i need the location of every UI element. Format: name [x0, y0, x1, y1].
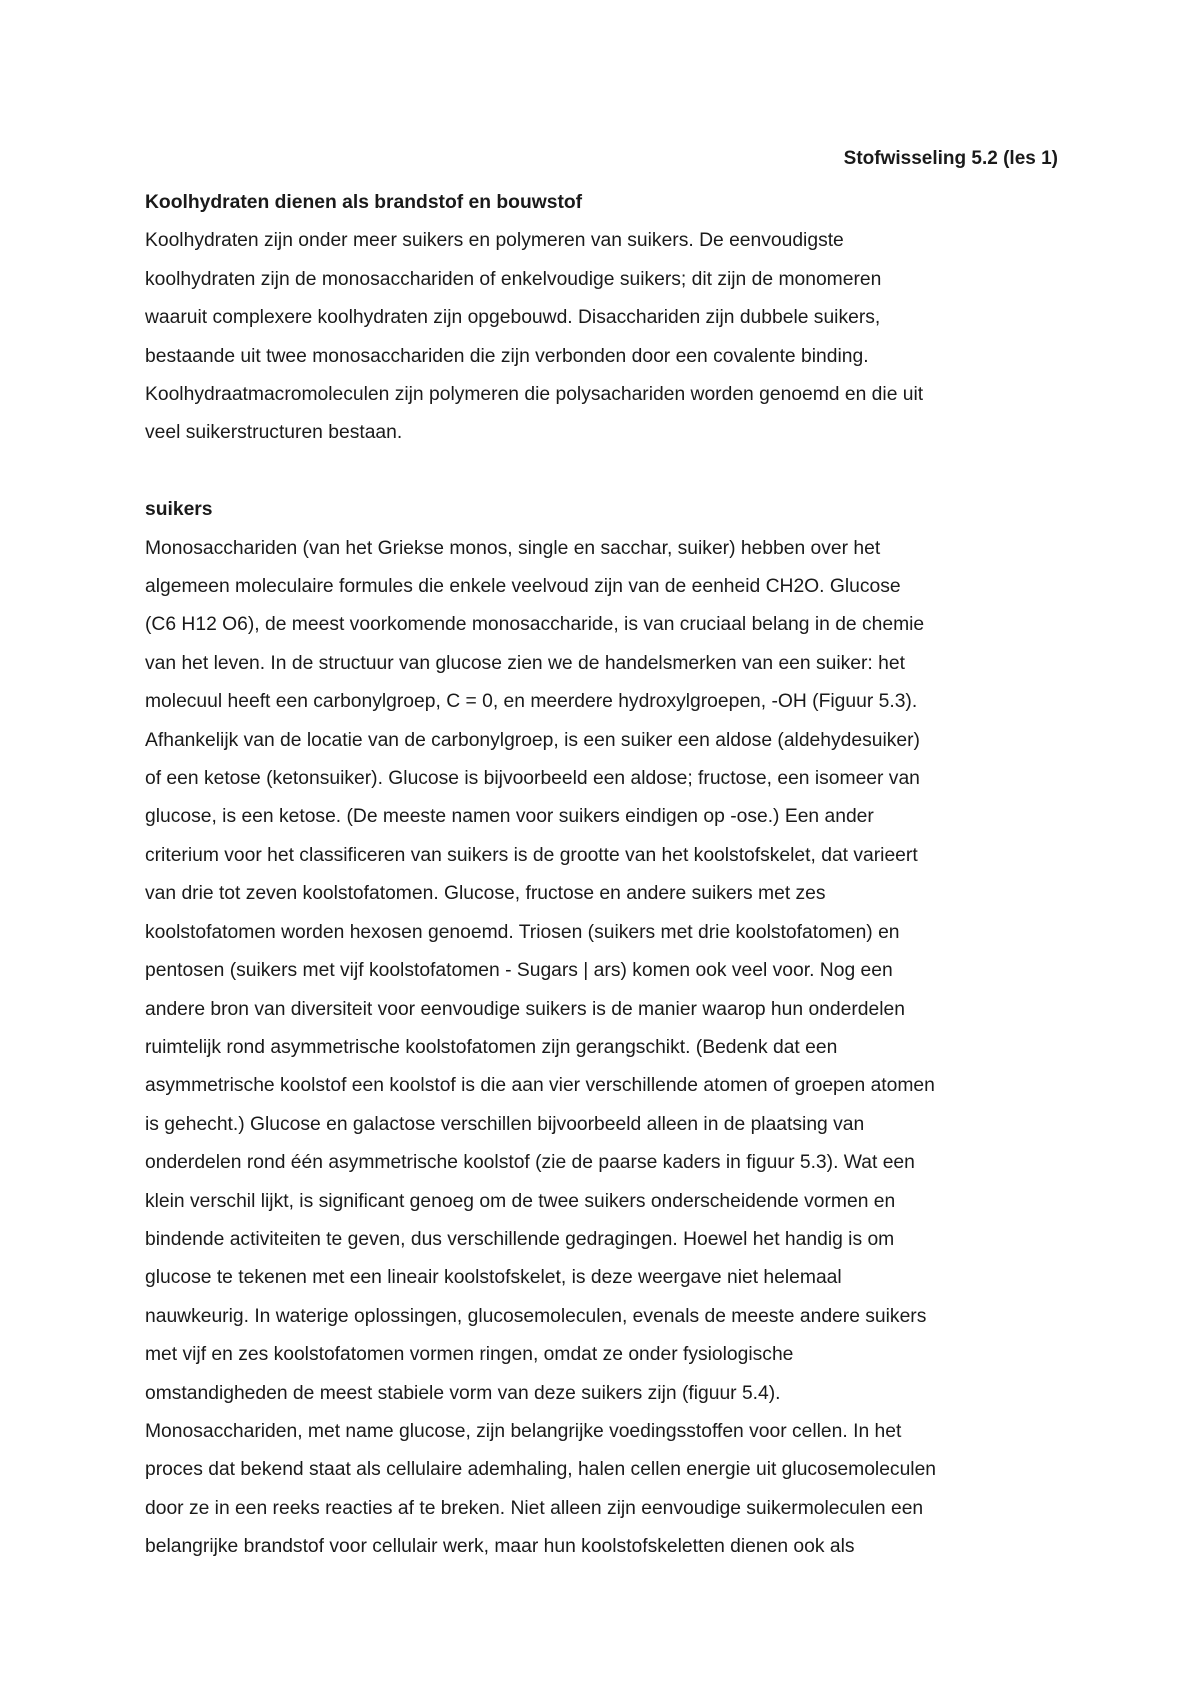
text-line: bindende activiteiten te geven, dus verschillende gedragingen. Hoewel het handig is om — [145, 1228, 895, 1250]
text-line: nauwkeurig. In waterige oplossingen, glucosemoleculen, evenals de meeste andere suikers — [145, 1305, 927, 1327]
text-line: veel suikerstructuren bestaan. — [145, 422, 403, 444]
document-header-title: Stofwisseling 5.2 (les 1) — [843, 148, 1058, 169]
text-line: koolstofatomen worden hexosen genoemd. Triosen (suikers met drie koolstofatomen) en — [145, 921, 900, 943]
text-line: klein verschil lijkt, is significant genoeg om de twee suikers onderscheidende vormen en — [145, 1190, 896, 1212]
text-line: omstandigheden de meest stabiele vorm van deze suikers zijn (figuur 5.4). — [145, 1382, 781, 1404]
text-line: bestaande uit twee monosacchariden die zijn verbonden door een covalente binding. — [145, 345, 869, 367]
text-line: koolhydraten zijn de monosacchariden of enkelvoudige suikers; dit zijn de monomeren — [145, 268, 882, 290]
paragraph-suikers — [145, 530, 1067, 1567]
text-line: glucose, is een ketose. (De meeste namen voor suikers eindigen op -ose.) Een ander — [145, 806, 874, 828]
text-line: Monosacchariden (van het Griekse monos, single en sacchar, suiker) hebben over het — [145, 537, 881, 559]
text-line: onderdelen rond één asymmetrische koolstof (zie de paarse kaders in figuur 5.3). Wat een — [145, 1152, 915, 1174]
text-line: door ze in een reeks reacties af te breken. Niet alleen zijn eenvoudige suikermoleculen een — [145, 1497, 924, 1519]
text-line: andere bron van diversiteit voor eenvoudige suikers is de manier waarop hun onderdelen — [145, 998, 905, 1020]
text-line: ruimtelijk rond asymmetrische koolstofatomen zijn gerangschikt. (Bedenk dat een — [145, 1036, 838, 1058]
text-line: waaruit complexere koolhydraten zijn opgebouwd. Disacchariden zijn dubbele suikers, — [145, 307, 881, 329]
paragraph-koolhydraten — [145, 222, 1067, 452]
text-line: pentosen (suikers met vijf koolstofatomen - Sugars | ars) komen ook veel voor. Nog een — [145, 960, 893, 982]
text-line: criterium voor het classificeren van suikers is de grootte van het koolstofskelet, dat varieert — [145, 844, 918, 866]
text-line: proces dat bekend staat als cellulaire ademhaling, halen cellen energie uit glucosemoleculen — [145, 1459, 937, 1481]
section-heading-suikers: suikers — [145, 499, 213, 521]
text-line: molecuul heeft een carbonylgroep, C = 0, en meerdere hydroxylgroepen, -OH (Figuur 5.3). — [145, 691, 918, 713]
section-heading-koolhydraten: Koolhydraten dienen als brandstof en bouwstof — [145, 192, 583, 213]
text-line: algemeen moleculaire formules die enkele veelvoud zijn van de eenheid CH2O. Glucose — [145, 576, 901, 598]
text-line: Monosacchariden, met name glucose, zijn belangrijke voedingsstoffen voor cellen. In het — [145, 1420, 902, 1442]
text-line: Afhankelijk van de locatie van de carbonylgroep, is een suiker een aldose (aldehydesuiker) — [145, 729, 920, 751]
text-line: of een ketose (ketonsuiker). Glucose is bijvoorbeeld een aldose; fructose, een isomeer van — [145, 768, 920, 790]
text-line: met vijf en zes koolstofatomen vormen ringen, omdat ze onder fysiologische — [145, 1344, 794, 1366]
text-line: belangrijke brandstof voor cellulair werk, maar hun koolstofskeletten dienen ook als — [145, 1536, 855, 1558]
text-line: (C6 H12 O6), de meest voorkomende monosaccharide, is van cruciaal belang in de chemie — [145, 614, 925, 636]
text-line: van het leven. In de structuur van glucose zien we de handelsmerken van een suiker: het — [145, 652, 905, 674]
text-line: Koolhydraten zijn onder meer suikers en polymeren van suikers. De eenvoudigste — [145, 230, 844, 252]
paragraph-spacer — [145, 453, 1067, 491]
text-line: asymmetrische koolstof een koolstof is die aan vier verschillende atomen of groepen atomen — [145, 1075, 935, 1097]
document-body — [145, 184, 1067, 1567]
text-line: van drie tot zeven koolstofatomen. Glucose, fructose en andere suikers met zes — [145, 883, 826, 905]
text-line: Koolhydraatmacromoleculen zijn polymeren die polysachariden worden genoemd en die uit — [145, 384, 924, 406]
text-line: glucose te tekenen met een lineair koolstofskelet, is deze weergave niet helemaal — [145, 1267, 842, 1289]
text-line: is gehecht.) Glucose en galactose verschillen bijvoorbeeld alleen in de plaatsing van — [145, 1113, 865, 1135]
